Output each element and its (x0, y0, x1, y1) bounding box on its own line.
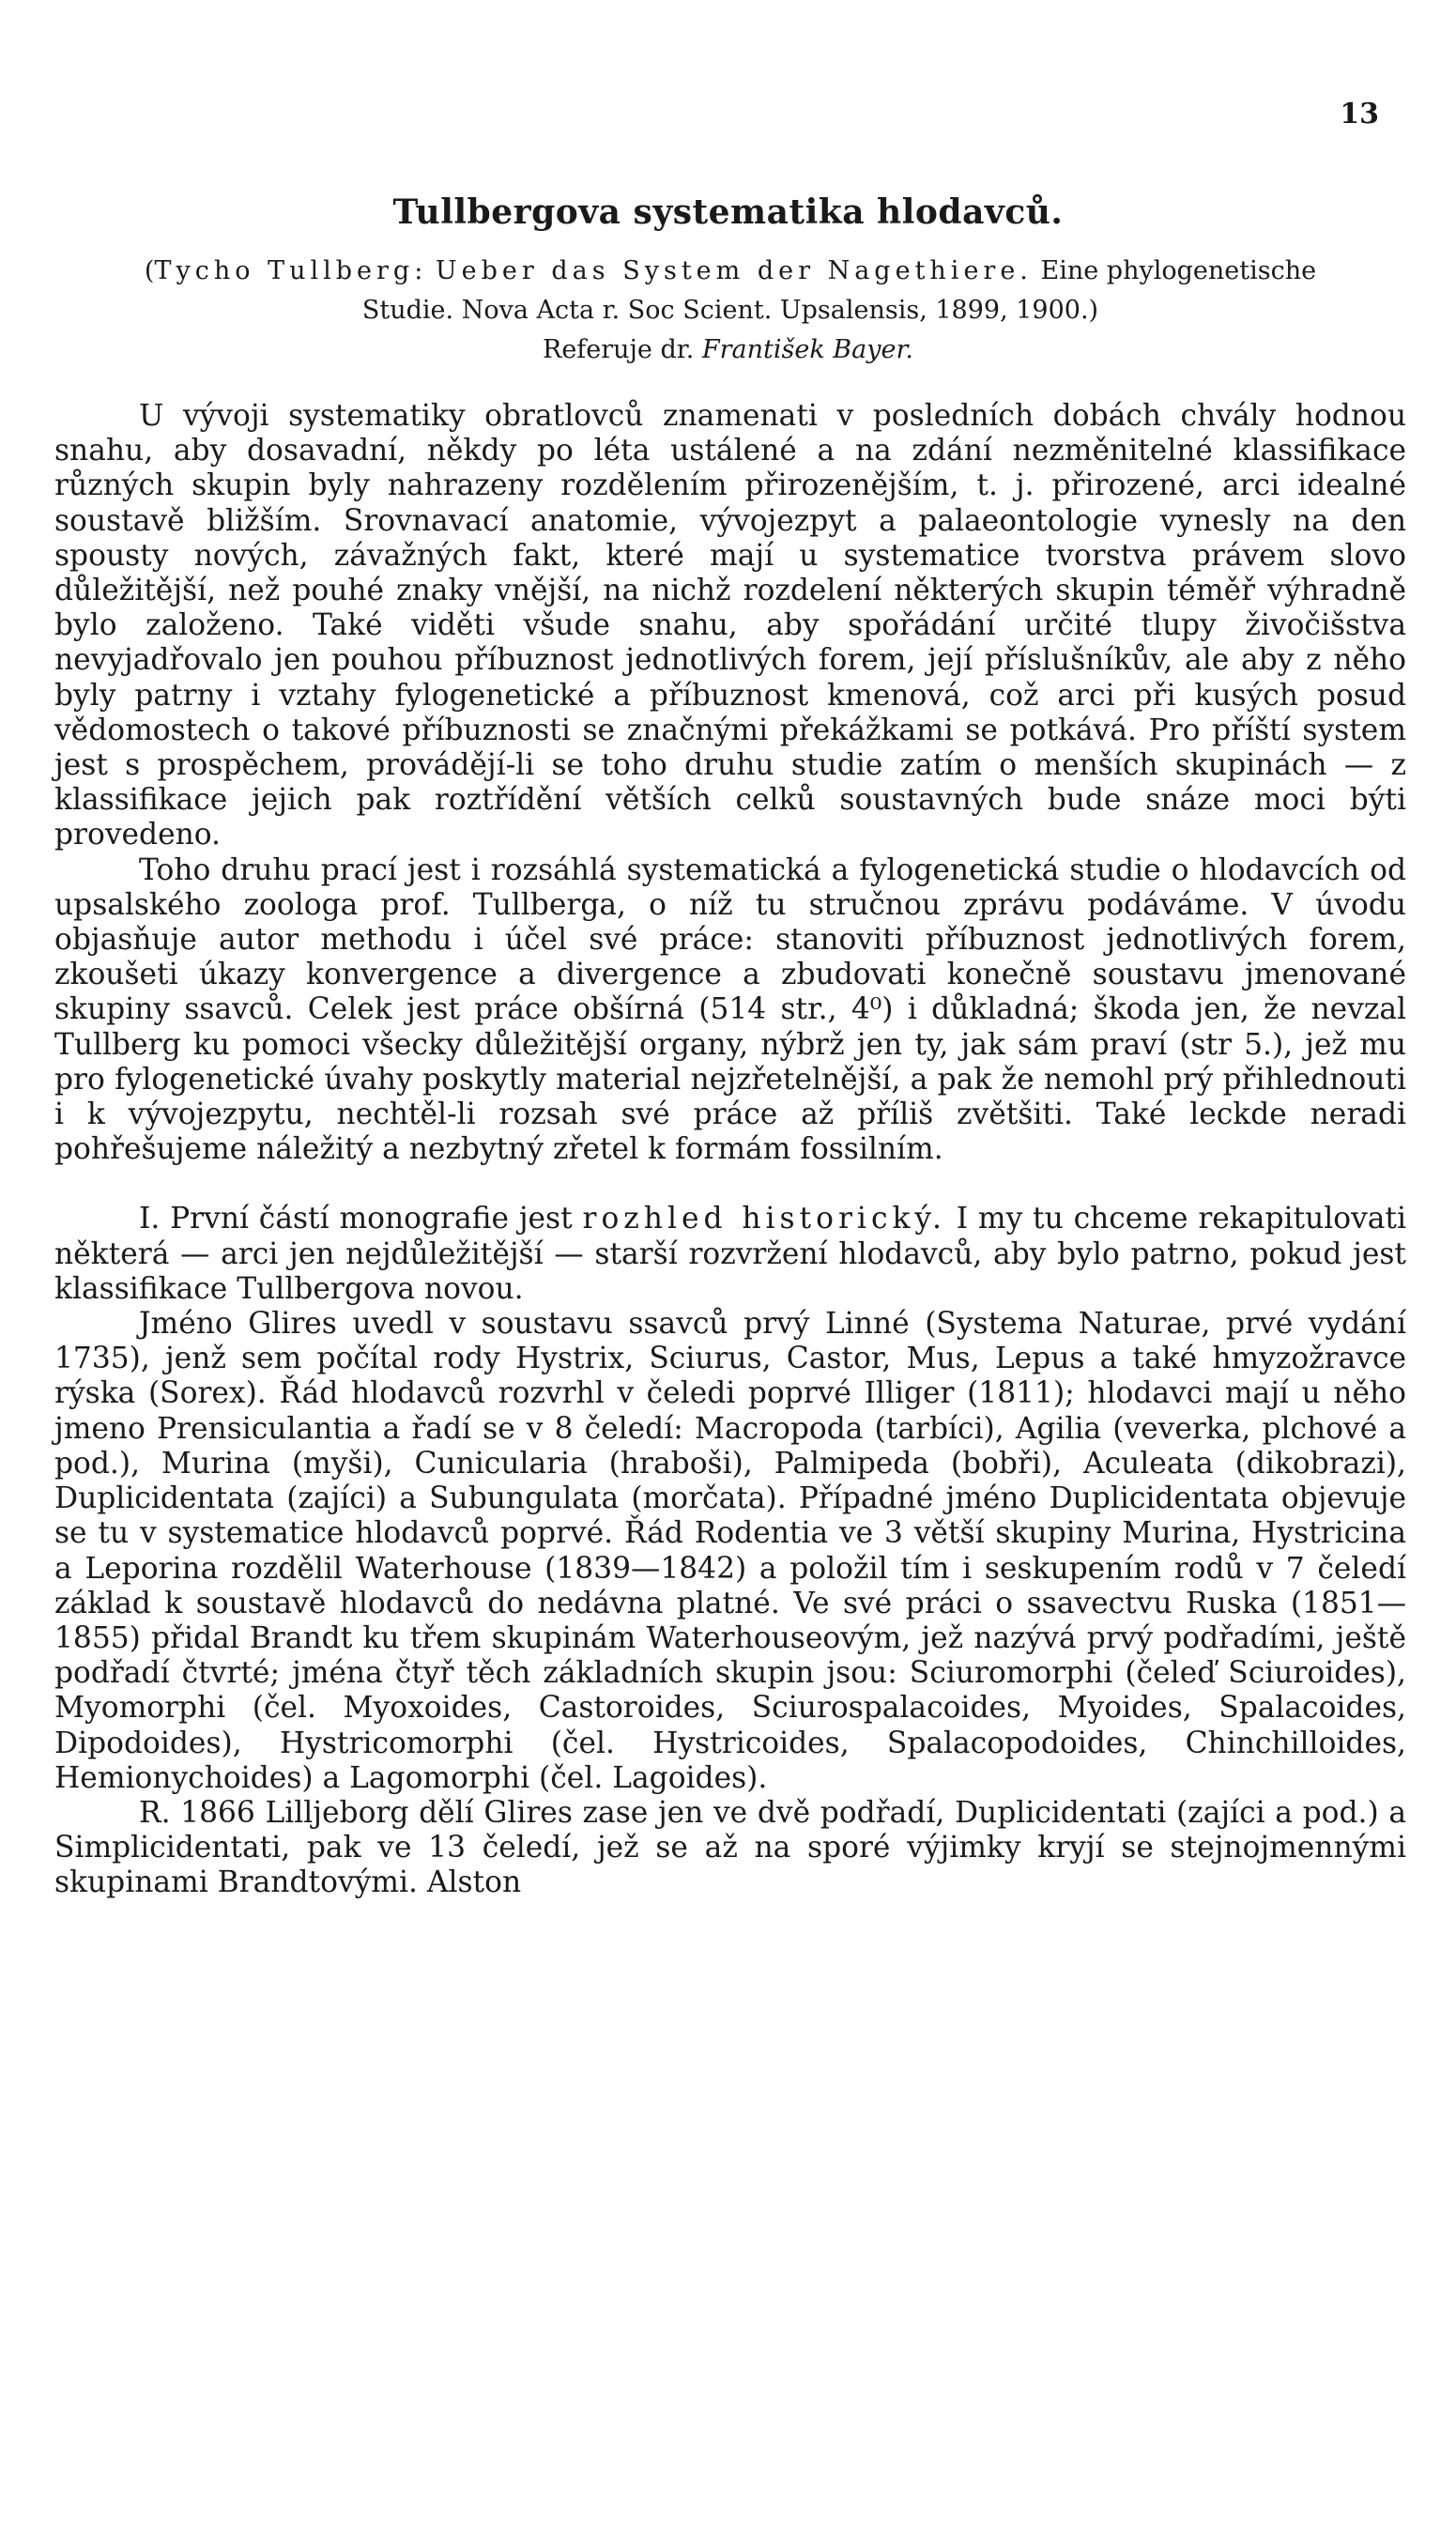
citation-rest-2: Studie. Nova Acta r. Soc Scient. Upsalensis, 1899, 1900.) (361, 296, 1099, 325)
page-title: Tullbergova systematika hlodavců. (392, 192, 1064, 232)
citation-title: Ueber das System der Nagethiere. (435, 256, 1033, 285)
paragraph-5: R. 1866 Lilljeborg dělí Glires zase jen ve dvě podřadí, Duplicidentati (zajíci a pod.) a Simplicidentati, pak ve 13 čeledí, jež se až na sporé výjimky kryjí se stejnojmennými skupinami Brandtovými. Alston (54, 1795, 1406, 1900)
paragraph-2: Toho druhu prací jest i rozsáhlá systematická a fylogenetická studie o hlodavcích od upsalského zoologa prof. Tullberga, o níž tu stručnou zprávu podáváme. V úvodu objasňuje autor methodu i účel své práce: stanoviti příbuznost jednotlivých forem, zkoušeti úkazy konvergence a divergence a zbudovati konečně soustavu jmenované skupiny ssavců. Celek jest práce obšírná (514 str., 4⁰) i důkladná; škoda jen, že nevzal Tullberg ku pomoci všecky důležitější organy, nýbrž jen ty, jak sám praví (str 5.), jež mu pro fylogenetické úvahy poskytly material nejzřetelnější, a pak že nemohl prý přihlednouti i k vývojezpytu, nechtěl-li rozsah své práce až příliš zvětšiti. Také leckde neradi pohřešujeme náležitý a nezbytný zřetel k formám fossilním. (54, 852, 1406, 1167)
paragraph-3-start: I. První částí monografie jest (139, 1202, 583, 1236)
referee-line (0, 335, 1456, 364)
paragraph-3 (54, 1202, 1406, 1307)
citation-open-paren: ( (144, 256, 155, 285)
referee-prefix: Referuje dr. (542, 335, 695, 364)
citation-rest-1: Eine phylogenetische (1040, 256, 1317, 285)
referee-name: František Bayer. (701, 335, 913, 364)
paragraph-3-end: I my tu chceme rekapitulovati některá — arci jen nejdůležitější — starší rozvržení hlodavců, aby bylo patrno, pokud jest klassifikace Tullbergova novou. (54, 1202, 1406, 1306)
historical-overview-term: rozhled historický. (582, 1202, 946, 1236)
article-body (54, 399, 1406, 1901)
paragraph-4: Jméno Glires uvedl v soustavu ssavců prvý Linné (Systema Naturae, prvé vydání 1735), jenž sem počítal rody Hystrix, Sciurus, Castor, Mus, Lepus a také hmyzožravce rýska (Sorex). Řád hlodavců rozvrhl v čeledi poprvé Illiger (1811); hlodavci mají u něho jmeno Prensiculantia a řadí se v 8 čeledí: Macropoda (tarbíci), Agilia (veverka, plchové a pod.), Murina (myši), Cunicularia (hraboši), Palmipeda (bobři), Aculeata (dikobrazi), Duplicidentata (zajíci) a Subungulata (morčata). Případné jméno Duplicidentata objevuje se tu v systematice hlodavců poprvé. Řád Rodentia ve 3 větší skupiny Murina, Hystricina a Leporina rozdělil Waterhouse (1839—1842) a položil tím i seskupením rodů v 7 čeledí základ k soustavě hlodavců do nedávna platné. Ve své práci o ssavectvu Ruska (1851—1855) přidal Brandt ku třem skupinám Waterhouseovým, jež nazývá prvý podřadími, ještě podřadí čtvrté; jména čtyř těch základních skupin jsou: Sciuromorphi (čeleď Sciuroides), Myomorphi (čel. Myoxoides, Castoroides, Sciurospalacoides, Myoides, Spalacoides, Dipodoides), Hystricomorphi (čel. Hystricoides, Spalacopodoides, Chinchilloides, Hemionychoides) a Lagomorphi (čel. Lagoides). (54, 1307, 1406, 1795)
page-number: 13 (1340, 98, 1379, 130)
citation (54, 252, 1406, 330)
paragraph-1: U vývoji systematiky obratlovců znamenati v posledních dobách chvály hodnou snahu, aby dosavadní, někdy po léta ustálené a na zdání nezměnitelné klassifikace různých skupin byly nahrazeny rozdělením přirozenějším, t. j. přirozené, arci idealné soustavě bližším. Srovnavací anatomie, vývojezpyt a palaeontologie vynesly na den spousty nových, závažných fakt, které mají u systematice tvorstva právem slovo důležitější, než pouhé znaky vnější, na nichž rozdelení některých skupin téměř výhradně bylo založeno. Také viděti všude snahu, aby spořádání určité tlupy živočišstva nevyjadřovalo jen pouhou příbuznost jednotlivých forem, její příslušníkův, ale aby z něho byly patrny i vztahy fylogenetické a příbuznost kmenová, což arci při kusých posud vědomostech o takové příbuznosti se značnými překážkami se potkává. Pro příští system jest s prospěchem, provádějí-li se toho druhu studie zatím o menších skupinách — z klassifikace jejich pak roztřídění větších celků soustavných bude snáze moci býti provedeno. (54, 399, 1406, 852)
citation-author: Tycho Tullberg: (154, 256, 428, 285)
